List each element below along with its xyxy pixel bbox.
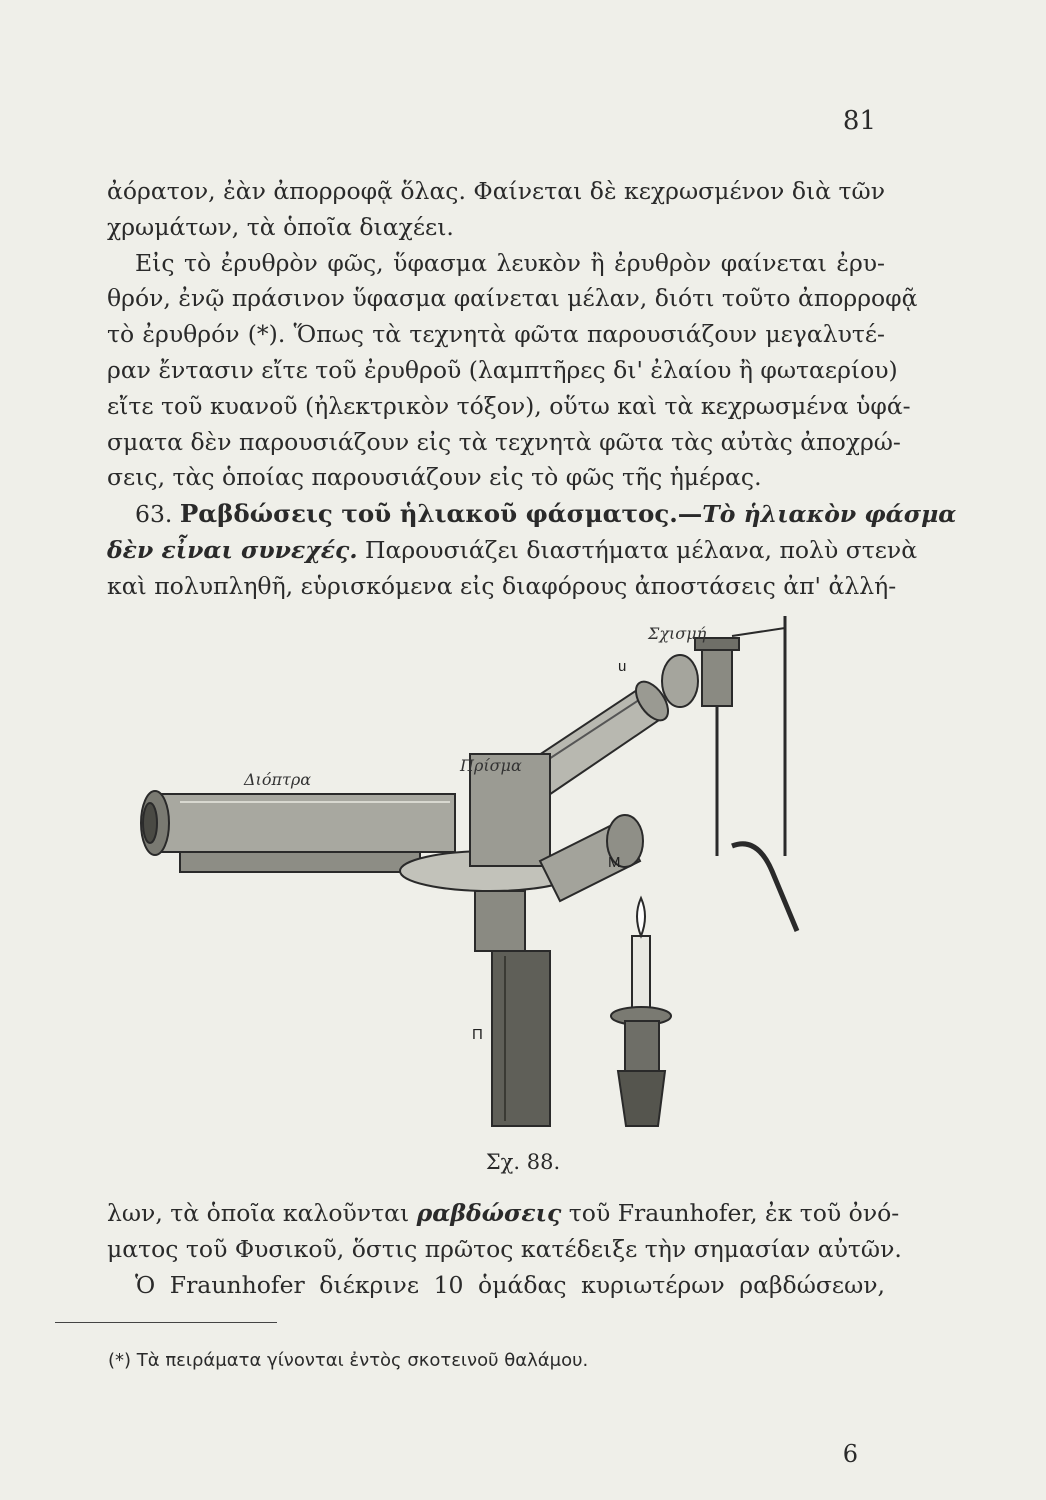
- text-line: [107, 533, 918, 569]
- term-emphasis: ραβδώσεις: [416, 1199, 562, 1227]
- text-fragment: τοῦ Fraunhofer, ἐκ τοῦ ὀνό-: [561, 1199, 900, 1227]
- label-dioptra: Διόπτρα: [244, 770, 312, 789]
- footnote-rule: [55, 1322, 277, 1323]
- section-number: 63.: [135, 500, 173, 529]
- text-line: Ὁ Fraunhofer διέκρινε 10 ὁμάδας κυριωτέρων ραβδώσεων,: [135, 1270, 885, 1299]
- spectroscope-illustration: [120, 606, 820, 1146]
- text-line: εἴτε τοῦ κυανοῦ (ἠλεκτρικὸν τόξον), οὕτω καὶ τὰ κεχρωσμένα ὑφά-: [107, 391, 911, 420]
- label-u: u: [618, 658, 627, 675]
- text-line: ραν ἔντασιν εἴτε τοῦ ἐρυθροῦ (λαμπτῆρες δι' ἐλαίου ἢ φωταερίου): [107, 355, 898, 384]
- text-line: ἀόρατον, ἐὰν ἀπορροφᾷ ὅλας. Φαίνεται δὲ κεχρωσμένον διὰ τῶν: [107, 177, 885, 205]
- text-line: χρωμάτων, τὰ ὁποῖα διαχέει.: [107, 212, 454, 241]
- body-text-top: [107, 174, 957, 605]
- label-p: Π: [472, 1026, 483, 1043]
- label-m: M: [608, 854, 621, 871]
- text-line: σεις, τὰς ὁποίας παρουσιάζουν εἰς τὸ φῶς τῆς ἡμέρας.: [107, 463, 762, 492]
- spectroscope-figure: [120, 606, 820, 1146]
- section-emphasis: Τὸ ἡλιακὸν φάσμα: [702, 500, 957, 529]
- text-line: Εἰς τὸ ἐρυθρὸν φῶς, ὕφασμα λευκὸν ἢ ἐρυθρὸν φαίνεται ἐρυ-: [135, 248, 885, 277]
- text-fragment: λων, τὰ ὁποῖα καλοῦνται: [107, 1199, 417, 1227]
- text-line: τὸ ἐρυθρόν (*). Ὅπως τὰ τεχνητὰ φῶτα παρουσιάζουν μεγαλυτέ-: [107, 320, 885, 349]
- figure-caption: Σχ. 88.: [485, 1150, 561, 1174]
- text-line: καὶ πολυπληθῆ, εὑρισκόμενα εἰς διαφόρους ἀποστάσεις ἀπ' ἀλλή-: [107, 571, 897, 600]
- section-title: Ραβδώσεις τοῦ ἡλιακοῦ φάσματος.—: [179, 499, 703, 529]
- label-prisma: Πρίσμα: [460, 756, 522, 775]
- text-line: σματα δὲν παρουσιάζουν εἰς τὰ τεχνητὰ φῶτα τὰς αὐτὰς ἀποχρώ-: [107, 427, 901, 456]
- section-emphasis: δὲν εἶναι συνεχές.: [107, 535, 358, 564]
- text-fragment: Παρουσιάζει διαστήματα μέλανα, πολὺ στενὰ: [357, 535, 918, 564]
- text-line: [107, 1196, 900, 1232]
- section-heading-line: [107, 496, 957, 533]
- body-text-bottom: [107, 1196, 902, 1303]
- page-number: 81: [842, 106, 876, 136]
- text-line: ματος τοῦ Φυσικοῦ, ὅστις πρῶτος κατέδειξε τὴν σημασίαν αὐτῶν.: [107, 1234, 902, 1263]
- signature-number: 6: [842, 1440, 858, 1468]
- text-line: θρόν, ἐνῷ πράσινον ὕφασμα φαίνεται μέλαν, διότι τοῦτο ἀπορροφᾷ: [107, 284, 918, 313]
- label-schismi: Σχισμή: [648, 624, 707, 643]
- footnote: (*) Τὰ πειράματα γίνονται ἐντὸς σκοτεινοῦ θαλάμου.: [108, 1350, 589, 1371]
